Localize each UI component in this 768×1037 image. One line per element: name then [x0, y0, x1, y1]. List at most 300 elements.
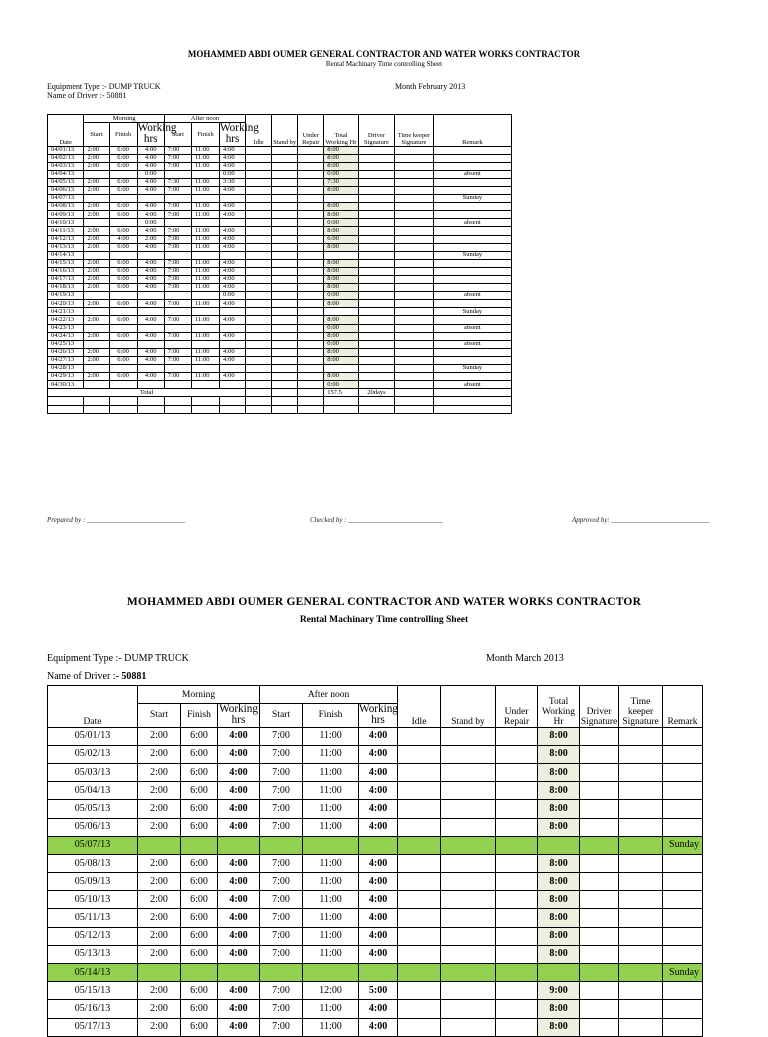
under-repair-cell [298, 284, 324, 292]
under-repair-cell [298, 235, 324, 243]
morning-finish-cell [109, 195, 137, 203]
morning-finish-cell: 6:00 [181, 927, 218, 945]
table-row [48, 276, 512, 284]
morning-finish-cell: 6:00 [109, 373, 137, 381]
morning-working-hrs-cell: 4:00 [137, 300, 164, 308]
header-driver-sig: Driver Signature [580, 686, 619, 728]
afternoon-working-hrs-cell [220, 340, 246, 348]
morning-finish-cell: 6:00 [181, 891, 218, 909]
afternoon-working-hrs-cell: 4:00 [359, 854, 398, 872]
timekeeper-signature-cell [395, 348, 434, 356]
total-working-hr-cell: 8:00 [324, 284, 358, 292]
under-repair-cell [298, 195, 324, 203]
empty-cell [164, 397, 191, 405]
date-cell: 05/09/13 [48, 873, 138, 891]
standby-cell [272, 186, 298, 194]
morning-start-cell: 2:00 [138, 800, 181, 818]
timekeeper-signature-cell [395, 235, 434, 243]
date-cell: 04/27/13 [48, 356, 84, 364]
timekeeper-signature-cell [395, 381, 434, 389]
morning-start-cell: 2:00 [138, 727, 181, 745]
table-row [48, 356, 512, 364]
date-cell: 04/01/13 [48, 146, 84, 154]
afternoon-finish-cell: 11:00 [303, 800, 359, 818]
header-under-repair: Under Repair [298, 115, 324, 147]
afternoon-finish-cell: 11:00 [191, 356, 219, 364]
under-repair-cell [298, 211, 324, 219]
date-cell: 04/29/13 [48, 373, 84, 381]
afternoon-start-cell: 7:30 [164, 178, 191, 186]
date-cell: 05/06/13 [48, 818, 138, 836]
header-afternoon-start: Start [260, 704, 303, 727]
afternoon-start-cell: 7:00 [260, 818, 303, 836]
afternoon-working-hrs-cell: 4:00 [220, 146, 246, 154]
remark-cell [433, 373, 511, 381]
morning-working-hrs-cell: 4:00 [218, 1000, 260, 1018]
under-repair-cell [496, 982, 538, 1000]
afternoon-start-cell: 7:00 [164, 348, 191, 356]
afternoon-finish-cell: 11:00 [191, 267, 219, 275]
header-afternoon-start: Start [164, 123, 191, 146]
afternoon-finish-cell: 11:00 [191, 332, 219, 340]
remark-cell [663, 891, 703, 909]
driver-signature-cell [580, 945, 619, 963]
standby-cell [272, 373, 298, 381]
standby-cell [441, 1000, 496, 1018]
afternoon-working-hrs-cell [220, 381, 246, 389]
afternoon-start-cell: 7:00 [164, 235, 191, 243]
standby-cell [272, 267, 298, 275]
date-cell: 05/13/13 [48, 945, 138, 963]
table-row [48, 195, 512, 203]
afternoon-finish-cell: 11:00 [191, 178, 219, 186]
table-row [48, 243, 512, 251]
idle-cell [246, 381, 272, 389]
header-timekeeper: Time keeper Signature [619, 686, 663, 728]
morning-finish-cell: 6:00 [109, 284, 137, 292]
standby-cell [272, 162, 298, 170]
afternoon-finish-cell [303, 836, 359, 854]
header-timekeeper: Time keeper Signature [395, 115, 434, 147]
afternoon-working-hrs-cell: 4:00 [359, 873, 398, 891]
timekeeper-signature-cell [395, 259, 434, 267]
afternoon-finish-cell: 11:00 [303, 782, 359, 800]
total-working-hr-cell: 6:00 [324, 235, 358, 243]
total-working-hr-cell: 0:00 [324, 324, 358, 332]
date-cell: 04/07/13 [48, 195, 84, 203]
header-afternoon-working-hrs: Working hrs [220, 122, 259, 146]
remark-cell [433, 356, 511, 364]
driver-signature-cell [580, 854, 619, 872]
morning-start-cell: 2:00 [84, 235, 109, 243]
afternoon-finish-cell [191, 340, 219, 348]
empty-cell [246, 389, 272, 397]
remark-cell [663, 745, 703, 763]
under-repair-cell [298, 178, 324, 186]
driver-signature-cell [358, 267, 394, 275]
afternoon-start-cell: 7:00 [260, 800, 303, 818]
under-repair-cell [496, 873, 538, 891]
total-working-hr-cell [324, 365, 358, 373]
total-working-hr-cell: 0:00 [324, 340, 358, 348]
morning-start-cell: 2:00 [138, 745, 181, 763]
morning-working-hrs-cell: 4:00 [218, 909, 260, 927]
idle-cell [246, 251, 272, 259]
table-row [48, 211, 512, 219]
date-cell: 04/14/13 [48, 251, 84, 259]
table-row [48, 170, 512, 178]
standby-cell [272, 348, 298, 356]
idle-cell [246, 267, 272, 275]
afternoon-finish-cell: 11:00 [303, 818, 359, 836]
standby-cell [441, 964, 496, 982]
date-cell: 05/15/13 [48, 982, 138, 1000]
idle-cell [246, 203, 272, 211]
date-cell: 05/10/13 [48, 891, 138, 909]
under-repair-cell [496, 745, 538, 763]
header-morning-working-hrs: Working hrs [219, 703, 258, 727]
morning-finish-cell: 6:00 [181, 982, 218, 1000]
standby-cell [272, 259, 298, 267]
morning-start-cell [138, 964, 181, 982]
morning-start-cell: 2:00 [138, 909, 181, 927]
afternoon-working-hrs-cell [220, 308, 246, 316]
morning-finish-cell: 6:00 [181, 945, 218, 963]
header-morning-start: Start [138, 704, 181, 727]
header-remark: Remark [663, 686, 703, 728]
total-working-hr-cell: 8:00 [324, 316, 358, 324]
date-cell: 04/30/13 [48, 381, 84, 389]
timekeeper-signature-cell [619, 927, 663, 945]
afternoon-working-hrs-cell: 4:00 [359, 927, 398, 945]
date-cell: 04/11/13 [48, 227, 84, 235]
remark-cell [433, 211, 511, 219]
date-cell: 04/13/13 [48, 243, 84, 251]
afternoon-start-cell: 7:00 [260, 745, 303, 763]
timekeeper-signature-cell [395, 162, 434, 170]
afternoon-start-cell: 7:00 [164, 162, 191, 170]
doc2-equipment-type: Equipment Type :- DUMP TRUCK [47, 653, 189, 664]
remark-cell [433, 332, 511, 340]
driver-signature-cell [358, 170, 394, 178]
header-morning-start: Start [84, 123, 109, 146]
total-working-hr-cell: 8:00 [538, 800, 580, 818]
table-row [48, 324, 512, 332]
header-date: Date [48, 115, 84, 147]
date-cell: 04/26/13 [48, 348, 84, 356]
morning-working-hrs-cell: 4:00 [137, 316, 164, 324]
total-working-hr-cell: 8:00 [538, 909, 580, 927]
morning-start-cell: 2:00 [84, 203, 109, 211]
table-row [48, 927, 703, 945]
remark-cell [663, 945, 703, 963]
timekeeper-signature-cell [619, 964, 663, 982]
remark-cell: absent [433, 170, 511, 178]
idle-cell [246, 308, 272, 316]
afternoon-finish-cell: 11:00 [191, 146, 219, 154]
idle-cell [246, 162, 272, 170]
morning-start-cell: 2:00 [138, 873, 181, 891]
empty-cell [48, 397, 84, 405]
driver-signature-cell [358, 211, 394, 219]
under-repair-cell [298, 300, 324, 308]
afternoon-finish-cell [191, 219, 219, 227]
driver-signature-cell [358, 178, 394, 186]
empty-cell [84, 405, 109, 413]
afternoon-start-cell: 7:00 [260, 873, 303, 891]
doc2-driver [47, 671, 146, 682]
afternoon-start-cell [164, 170, 191, 178]
afternoon-start-cell: 7:00 [164, 300, 191, 308]
remark-cell [663, 763, 703, 781]
morning-working-hrs-cell: 4:00 [218, 891, 260, 909]
driver-signature-cell [580, 964, 619, 982]
morning-working-hrs-cell: 4:00 [137, 178, 164, 186]
under-repair-cell [298, 356, 324, 364]
remark-cell [663, 1018, 703, 1036]
under-repair-cell [298, 332, 324, 340]
standby-cell [272, 332, 298, 340]
morning-start-cell: 2:00 [84, 373, 109, 381]
timekeeper-signature-cell [395, 178, 434, 186]
morning-working-hrs-cell [137, 365, 164, 373]
total-working-hr-cell: 8:00 [324, 243, 358, 251]
standby-cell [272, 300, 298, 308]
empty-cell [137, 405, 164, 413]
morning-start-cell [84, 340, 109, 348]
morning-start-cell: 2:00 [138, 854, 181, 872]
idle-cell [246, 300, 272, 308]
standby-cell [441, 945, 496, 963]
driver-signature-cell [358, 251, 394, 259]
afternoon-start-cell [164, 292, 191, 300]
remark-cell: Sunday [433, 308, 511, 316]
morning-finish-cell [181, 836, 218, 854]
table-row [48, 251, 512, 259]
morning-start-cell: 2:00 [84, 300, 109, 308]
idle-cell [398, 945, 441, 963]
empty-cell [395, 397, 434, 405]
total-days: 20days [358, 389, 394, 397]
empty-cell [324, 405, 358, 413]
morning-start-cell: 2:00 [138, 782, 181, 800]
table-row [48, 745, 703, 763]
header-afternoon: After noon [164, 115, 245, 123]
timekeeper-signature-cell [619, 854, 663, 872]
morning-working-hrs-cell: 4:00 [137, 146, 164, 154]
table-row [48, 854, 703, 872]
timekeeper-signature-cell [619, 763, 663, 781]
morning-start-cell [84, 195, 109, 203]
idle-cell [246, 227, 272, 235]
morning-working-hrs-cell: 4:00 [137, 373, 164, 381]
afternoon-working-hrs-cell: 4:00 [359, 1018, 398, 1036]
idle-cell [246, 324, 272, 332]
morning-start-cell: 2:00 [84, 146, 109, 154]
driver-signature-cell [358, 186, 394, 194]
idle-cell [398, 891, 441, 909]
header-afternoon-working-hrs: Working hrs [359, 703, 398, 727]
morning-start-cell: 2:00 [138, 1000, 181, 1018]
morning-finish-cell: 6:00 [181, 727, 218, 745]
morning-finish-cell: 6:00 [109, 243, 137, 251]
header-idle: Idle [246, 115, 272, 147]
morning-finish-cell: 6:00 [109, 332, 137, 340]
afternoon-finish-cell: 11:00 [303, 909, 359, 927]
remark-cell [663, 873, 703, 891]
afternoon-finish-cell: 12:00 [303, 982, 359, 1000]
empty-cell [358, 397, 394, 405]
standby-cell [272, 356, 298, 364]
table-row [48, 1018, 703, 1036]
header-standby: Stand by [272, 115, 298, 147]
idle-cell [246, 284, 272, 292]
table-row [48, 316, 512, 324]
driver-signature-cell [358, 356, 394, 364]
date-cell: 04/18/13 [48, 284, 84, 292]
empty-cell [298, 389, 324, 397]
table-row [48, 782, 703, 800]
total-working-hr-cell: 8:00 [324, 332, 358, 340]
afternoon-start-cell: 7:00 [260, 945, 303, 963]
idle-cell [398, 782, 441, 800]
afternoon-finish-cell: 11:00 [303, 873, 359, 891]
afternoon-finish-cell [191, 292, 219, 300]
afternoon-working-hrs-cell: 4:00 [220, 227, 246, 235]
timekeeper-signature-cell [395, 267, 434, 275]
morning-start-cell [84, 251, 109, 259]
under-repair-cell [298, 243, 324, 251]
afternoon-finish-cell: 11:00 [191, 154, 219, 162]
morning-start-cell: 2:00 [84, 227, 109, 235]
under-repair-cell [496, 1018, 538, 1036]
morning-start-cell [84, 381, 109, 389]
timekeeper-signature-cell [395, 195, 434, 203]
morning-working-hrs-cell: 4:00 [137, 267, 164, 275]
empty-cell [433, 397, 511, 405]
morning-working-hrs-cell: 4:00 [218, 800, 260, 818]
total-working-hr-cell: 8:00 [324, 373, 358, 381]
idle-cell [246, 211, 272, 219]
standby-cell [272, 251, 298, 259]
header-afternoon-finish: Finish [303, 704, 359, 727]
remark-cell [433, 284, 511, 292]
header-morning: Morning [84, 115, 164, 123]
remark-cell: Sunday [663, 964, 703, 982]
morning-finish-cell: 6:00 [109, 300, 137, 308]
timekeeper-signature-cell [619, 945, 663, 963]
morning-start-cell: 2:00 [138, 763, 181, 781]
driver-signature-cell [358, 243, 394, 251]
header-morning-finish: Finish [181, 704, 218, 727]
table-row [48, 284, 512, 292]
afternoon-working-hrs-cell: 5:00 [359, 982, 398, 1000]
empty-cell [298, 405, 324, 413]
remark-cell: absent [433, 381, 511, 389]
morning-working-hrs-cell [137, 292, 164, 300]
idle-cell [246, 356, 272, 364]
morning-start-cell: 2:00 [138, 891, 181, 909]
total-working-hr-cell: 9:00 [538, 982, 580, 1000]
remark-cell: Sunday [663, 836, 703, 854]
date-cell: 04/06/13 [48, 186, 84, 194]
empty-cell [433, 389, 511, 397]
doc1-equipment-type: Equipment Type :- DUMP TRUCK [47, 82, 161, 91]
afternoon-finish-cell: 11:00 [191, 276, 219, 284]
morning-working-hrs-cell: 4:00 [218, 873, 260, 891]
total-working-hr-cell: 8:00 [538, 891, 580, 909]
morning-finish-cell [181, 964, 218, 982]
empty-cell [48, 405, 84, 413]
afternoon-finish-cell [191, 308, 219, 316]
remark-cell [433, 276, 511, 284]
afternoon-working-hrs-cell: 0:00 [220, 170, 246, 178]
header-total: Total Working Hr [324, 115, 358, 147]
empty-cell [220, 405, 246, 413]
morning-start-cell: 2:00 [84, 259, 109, 267]
table-row [48, 203, 512, 211]
afternoon-finish-cell: 11:00 [303, 854, 359, 872]
under-repair-cell [298, 267, 324, 275]
timekeeper-signature-cell [395, 356, 434, 364]
morning-start-cell: 2:00 [84, 178, 109, 186]
table-row [48, 1000, 703, 1018]
morning-start-cell [84, 365, 109, 373]
afternoon-start-cell: 7:00 [164, 284, 191, 292]
afternoon-working-hrs-cell: 4:00 [220, 348, 246, 356]
afternoon-finish-cell: 11:00 [191, 235, 219, 243]
driver-signature-cell [580, 982, 619, 1000]
morning-working-hrs-cell: 4:00 [218, 982, 260, 1000]
morning-finish-cell: 6:00 [181, 1018, 218, 1036]
remark-cell: Sunday [433, 195, 511, 203]
timekeeper-signature-cell [395, 251, 434, 259]
header-date: Date [48, 686, 138, 728]
timekeeper-signature-cell [395, 146, 434, 154]
afternoon-working-hrs-cell: 4:00 [220, 267, 246, 275]
morning-start-cell: 2:00 [138, 818, 181, 836]
doc2-driver-label: Name of Driver :- [47, 671, 122, 682]
table-row [48, 964, 703, 982]
doc2-company-title: MOHAMMED ABDI OUMER GENERAL CONTRACTOR AND WATER WORKS CONTRACTOR [126, 596, 642, 608]
afternoon-finish-cell: 11:00 [191, 243, 219, 251]
afternoon-finish-cell: 11:00 [191, 162, 219, 170]
timekeeper-signature-cell [395, 292, 434, 300]
morning-working-hrs-cell: 4:00 [218, 782, 260, 800]
empty-cell [298, 397, 324, 405]
doc2-driver-id: 50881 [121, 671, 147, 682]
doc1-prepared-by: Prepared by : ____________________________ [47, 516, 186, 524]
morning-finish-cell: 6:00 [109, 267, 137, 275]
afternoon-finish-cell: 11:00 [191, 284, 219, 292]
under-repair-cell [496, 818, 538, 836]
table-row [48, 836, 703, 854]
under-repair-cell [496, 909, 538, 927]
morning-working-hrs-cell: 4:00 [218, 1018, 260, 1036]
table-row [48, 763, 703, 781]
standby-cell [441, 818, 496, 836]
table-row [48, 292, 512, 300]
standby-cell [272, 154, 298, 162]
empty-cell [220, 397, 246, 405]
timekeeper-signature-cell [619, 818, 663, 836]
standby-cell [441, 763, 496, 781]
morning-working-hrs-cell: 4:00 [137, 211, 164, 219]
idle-cell [398, 1018, 441, 1036]
afternoon-working-hrs-cell: 4:00 [220, 316, 246, 324]
morning-finish-cell [109, 308, 137, 316]
afternoon-working-hrs-cell [359, 964, 398, 982]
